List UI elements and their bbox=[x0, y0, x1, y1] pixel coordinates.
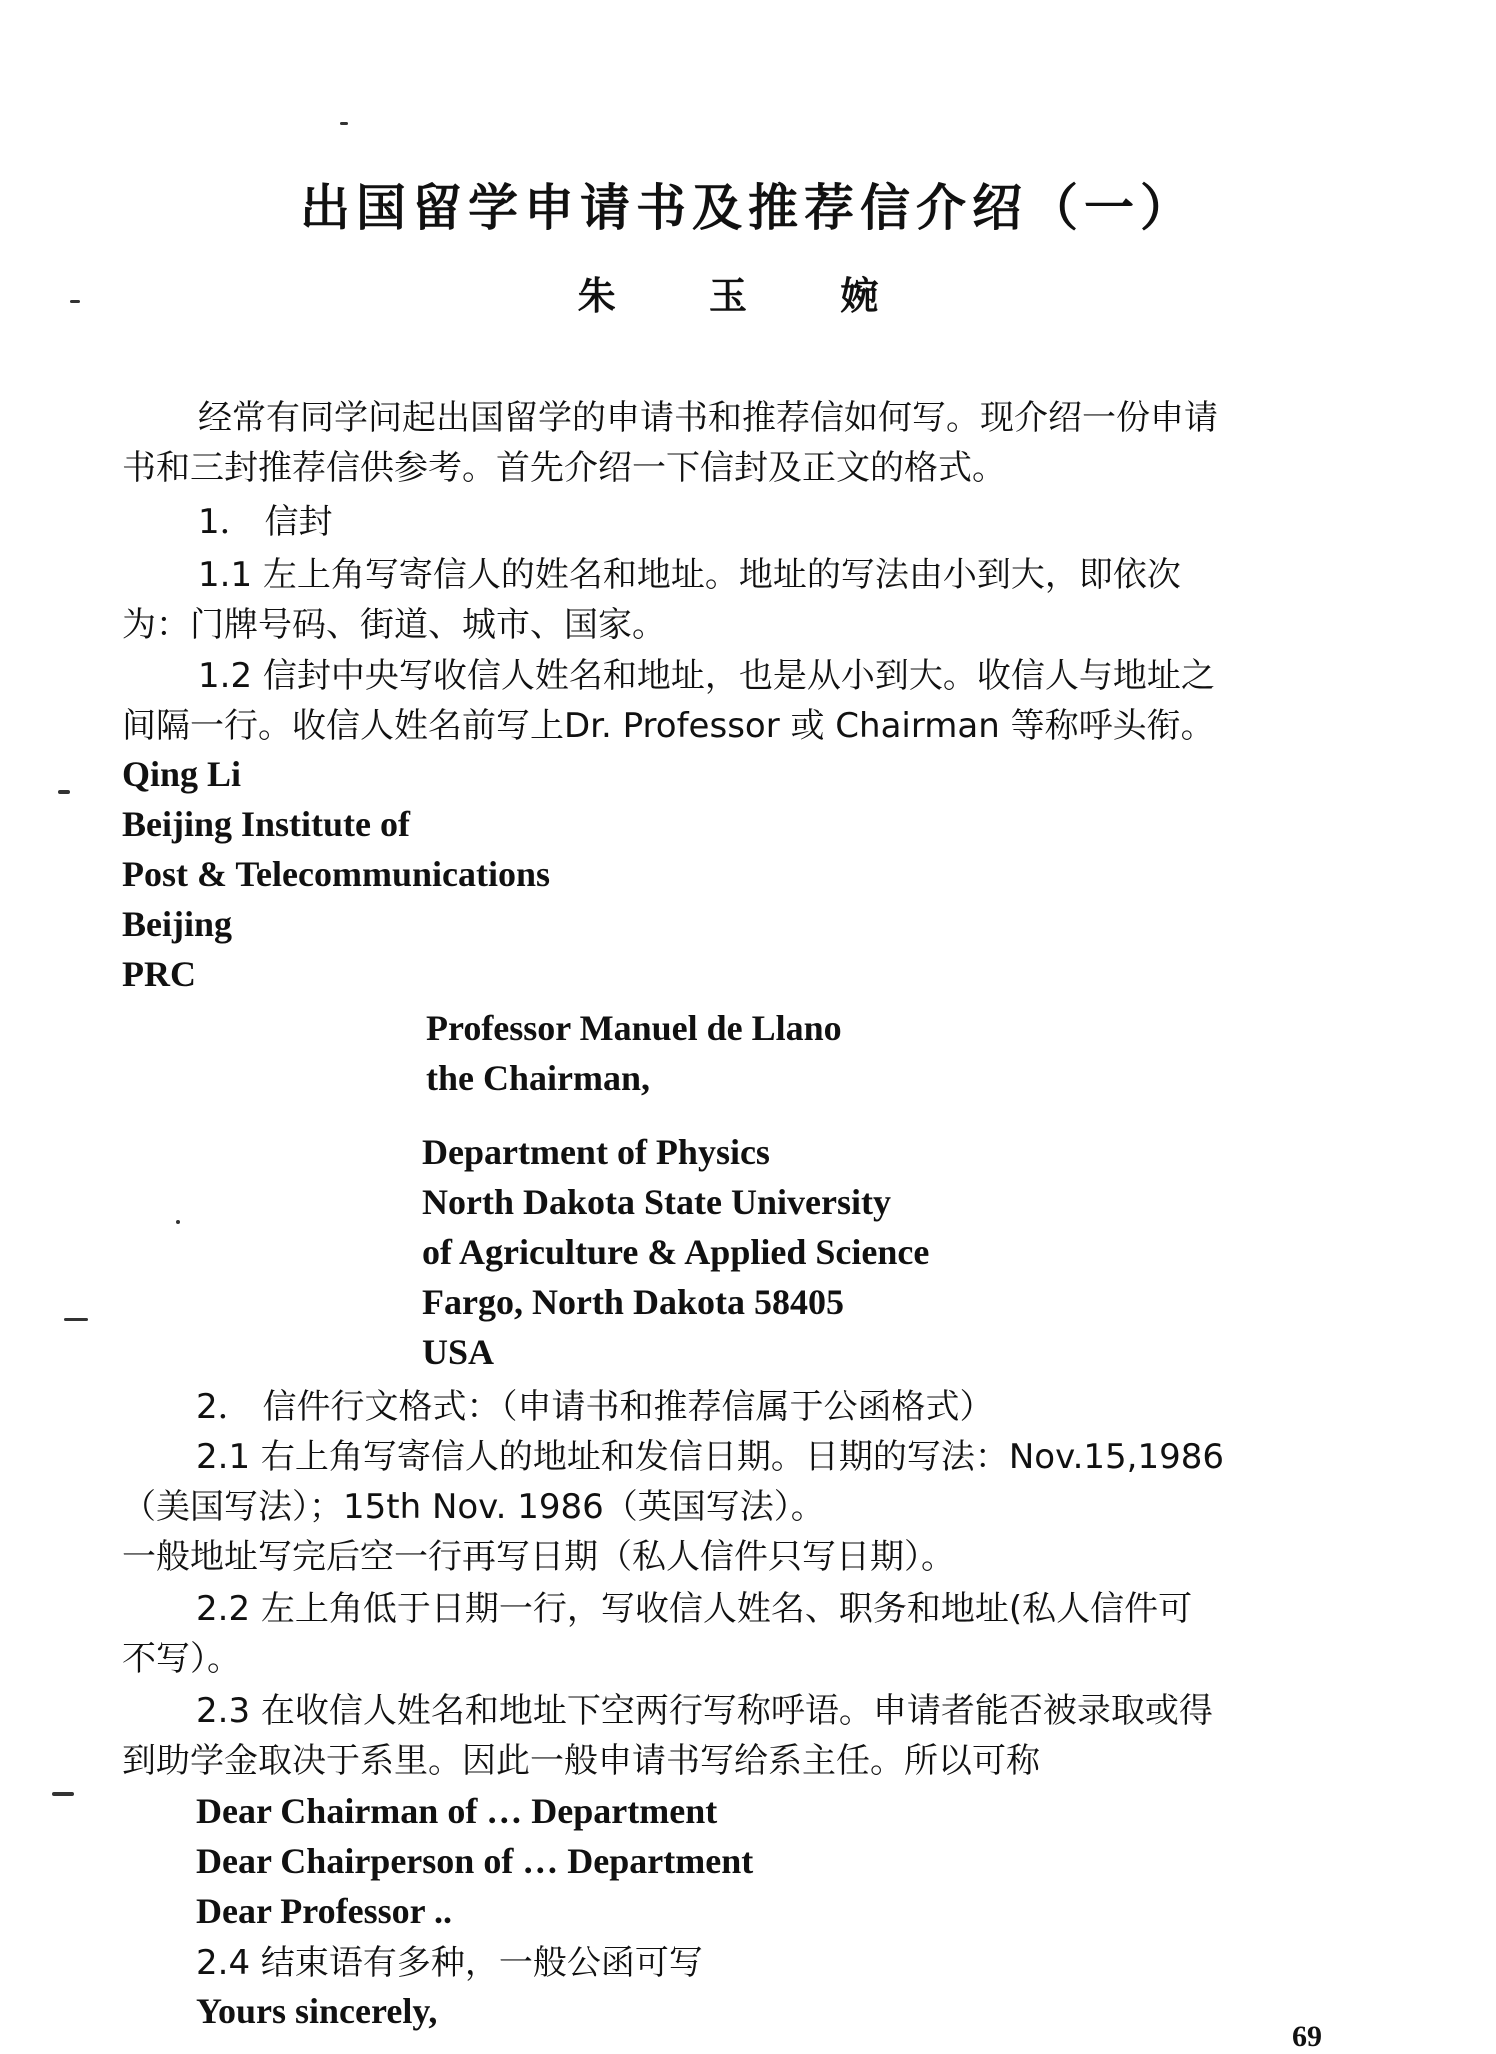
section-2-3-line-2: 到助学金取决于系里。因此一般申请书写给系主任。所以可称 bbox=[122, 1741, 1040, 1781]
scan-speck bbox=[52, 1792, 74, 1796]
sender-address-line: Beijing bbox=[122, 904, 233, 944]
section-2-heading: 2． 信件行文格式：（申请书和推荐信属于公函格式） bbox=[196, 1387, 994, 1427]
author-name: 朱 玉 婉 bbox=[577, 273, 919, 318]
scan-speck bbox=[64, 1318, 88, 1321]
scan-speck bbox=[58, 790, 70, 794]
sender-address-line: Post & Telecommunications bbox=[122, 854, 550, 894]
section-1-2-line-1: 1.2 信封中央写收信人姓名和地址，也是从小到大。收信人与地址之 bbox=[198, 656, 1215, 696]
scan-speck bbox=[176, 1220, 180, 1224]
scan-speck bbox=[340, 122, 348, 125]
recipient-address-line: North Dakota State University bbox=[422, 1182, 891, 1222]
recipient-address-line: Department of Physics bbox=[422, 1132, 770, 1172]
salutation-example: Dear Professor .. bbox=[196, 1891, 452, 1931]
intro-line-1: 经常有同学问起出国留学的申请书和推荐信如何写。现介绍一份申请 bbox=[198, 398, 1218, 438]
recipient-address-line: Fargo, North Dakota 58405 bbox=[422, 1282, 844, 1322]
salutation-example: Dear Chairman of … Department bbox=[196, 1791, 718, 1831]
section-2-4-line: 2.4 结束语有多种，一般公函可写 bbox=[196, 1943, 703, 1983]
recipient-name-line: the Chairman, bbox=[426, 1058, 650, 1098]
sender-address-line: Qing Li bbox=[122, 754, 242, 794]
section-2-1-line-3: 一般地址写完后空一行再写日期（私人信件只写日期）。 bbox=[122, 1537, 955, 1577]
section-2-3-line-1: 2.3 在收信人姓名和地址下空两行写称呼语。申请者能否被录取或得 bbox=[196, 1691, 1213, 1731]
salutation-example: Dear Chairperson of … Department bbox=[196, 1841, 754, 1881]
section-2-2-line-1: 2.2 左上角低于日期一行，写收信人姓名、职务和地址(私人信件可 bbox=[196, 1589, 1193, 1629]
recipient-name-line: Professor Manuel de Llano bbox=[426, 1008, 842, 1048]
section-2-2-line-2: 不写）。 bbox=[122, 1639, 241, 1679]
scan-speck bbox=[70, 300, 80, 303]
page-title: 出国留学申请书及推荐信介绍（一） bbox=[300, 178, 1196, 237]
section-1-1-line-1: 1.1 左上角写寄信人的姓名和地址。地址的写法由小到大，即依次 bbox=[198, 555, 1181, 595]
section-2-1-line-1: 2.1 右上角写寄信人的地址和发信日期。日期的写法：Nov.15,1986 bbox=[196, 1437, 1225, 1477]
intro-line-2: 书和三封推荐信供参考。首先介绍一下信封及正文的格式。 bbox=[122, 448, 1006, 488]
recipient-address-line: of Agriculture & Applied Science bbox=[422, 1232, 930, 1272]
section-1-2-line-2: 间隔一行。收信人姓名前写上Dr. Professor 或 Chairman 等称呼头衔。 bbox=[122, 706, 1215, 746]
closing-example: Yours sincerely, bbox=[196, 1991, 438, 2031]
sender-address-line: Beijing Institute of bbox=[122, 804, 410, 844]
section-1-heading: 1． 信封 bbox=[198, 502, 333, 542]
page-number: 69 bbox=[1292, 2020, 1322, 2053]
recipient-address-line: USA bbox=[422, 1332, 495, 1372]
sender-address-line: PRC bbox=[122, 954, 196, 994]
section-2-1-line-2: （美国写法）；15th Nov. 1986（英国写法）。 bbox=[122, 1487, 825, 1527]
section-1-1-line-2: 为：门牌号码、街道、城市、国家。 bbox=[122, 605, 666, 645]
